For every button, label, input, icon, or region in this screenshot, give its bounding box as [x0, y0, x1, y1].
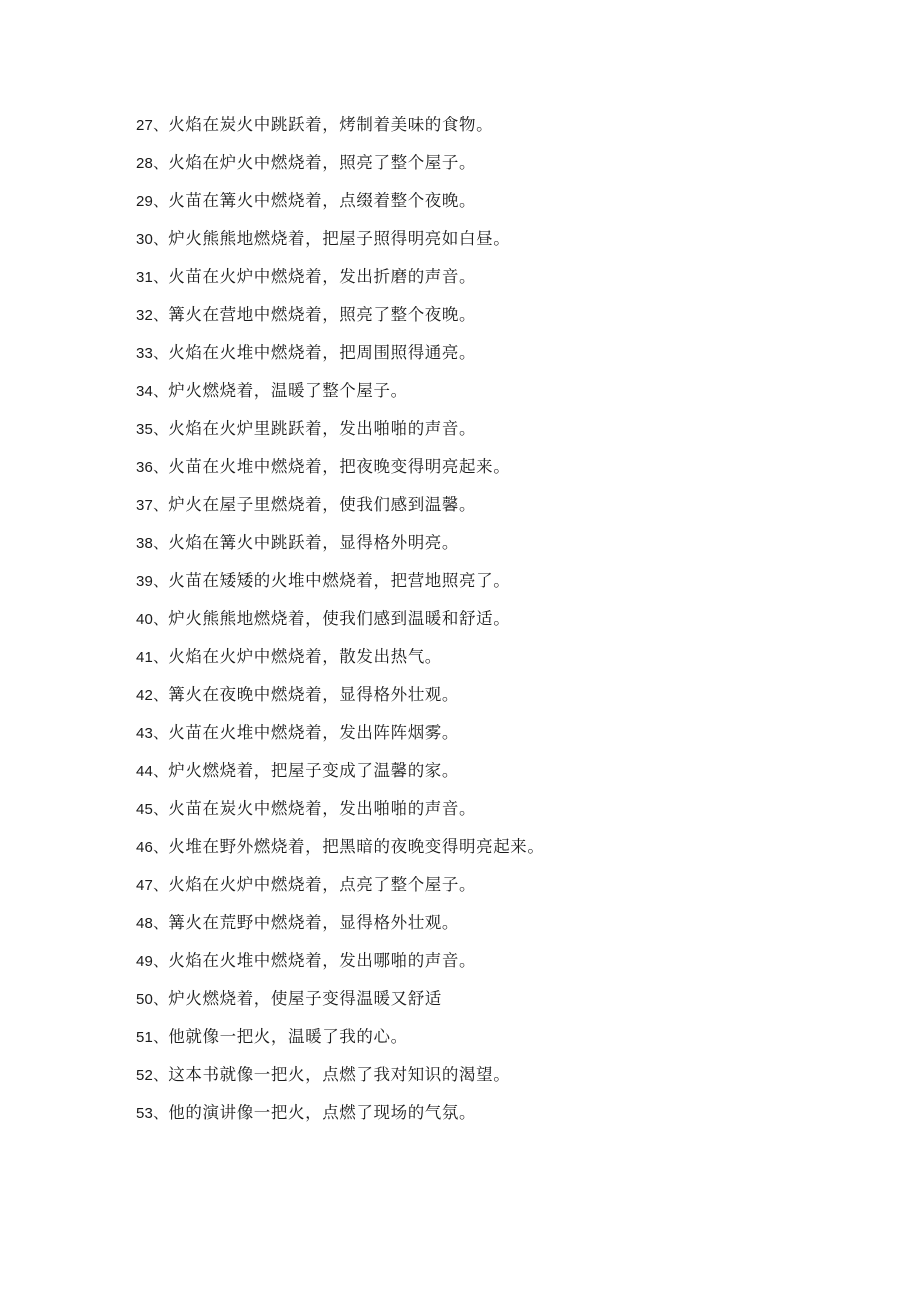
sentence-text: 炉火熊熊地燃烧着，把屋子照得明亮如白昼。: [168, 229, 511, 248]
sentence-text: 火焰在火炉里跳跃着，发出啪啪的声音。: [168, 419, 477, 438]
sentence-text: 他的演讲像一把火，点燃了现场的气氛。: [168, 1103, 477, 1122]
sentence-text: 篝火在夜晚中燃烧着，显得格外壮观。: [168, 685, 459, 704]
sentence-number: 27、: [136, 117, 169, 134]
sentence-number: 53、: [136, 1105, 169, 1122]
sentence-text: 火焰在火炉中燃烧着，散发出热气。: [168, 647, 442, 666]
sentence-item: [136, 112, 545, 150]
sentence-item: [136, 1100, 545, 1138]
sentence-text: 火焰在火堆中燃烧着，把周围照得通亮。: [168, 343, 477, 362]
sentence-number: 41、: [136, 649, 169, 666]
sentence-item: [136, 416, 545, 454]
sentence-text: 火苗在炭火中燃烧着，发出啪啪的声音。: [168, 799, 477, 818]
sentence-item: [136, 758, 545, 796]
sentence-number: 33、: [136, 345, 169, 362]
sentence-item: [136, 530, 545, 568]
sentence-text: 火苗在火炉中燃烧着，发出折磨的声音。: [168, 267, 477, 286]
sentence-number: 46、: [136, 839, 169, 856]
sentence-item: [136, 568, 545, 606]
sentence-text: 炉火燃烧着，使屋子变得温暖又舒适: [168, 989, 442, 1008]
sentence-number: 47、: [136, 877, 169, 894]
sentence-number: 39、: [136, 573, 169, 590]
sentence-text: 炉火燃烧着，温暖了整个屋子。: [168, 381, 408, 400]
sentence-text: 篝火在荒野中燃烧着，显得格外壮观。: [168, 913, 459, 932]
sentence-number: 44、: [136, 763, 169, 780]
sentence-text: 火苗在矮矮的火堆中燃烧着，把营地照亮了。: [168, 571, 511, 590]
sentence-text: 这本书就像一把火，点燃了我对知识的渴望。: [168, 1065, 511, 1084]
sentence-item: [136, 796, 545, 834]
sentence-item: [136, 226, 545, 264]
sentence-item: [136, 720, 545, 758]
sentence-number: 30、: [136, 231, 169, 248]
sentence-text: 火苗在火堆中燃烧着，发出阵阵烟雾。: [168, 723, 459, 742]
sentence-text: 火苗在篝火中燃烧着，点缀着整个夜晚。: [168, 191, 477, 210]
sentence-item: [136, 644, 545, 682]
sentence-list: [136, 112, 545, 1138]
sentence-number: 40、: [136, 611, 169, 628]
sentence-item: [136, 986, 545, 1024]
sentence-item: [136, 378, 545, 416]
sentence-number: 43、: [136, 725, 169, 742]
sentence-number: 35、: [136, 421, 169, 438]
sentence-item: [136, 1062, 545, 1100]
sentence-item: [136, 188, 545, 226]
sentence-number: 42、: [136, 687, 169, 704]
sentence-number: 51、: [136, 1029, 169, 1046]
sentence-number: 34、: [136, 383, 169, 400]
sentence-item: [136, 264, 545, 302]
sentence-item: [136, 454, 545, 492]
sentence-item: [136, 302, 545, 340]
sentence-number: 32、: [136, 307, 169, 324]
sentence-item: [136, 340, 545, 378]
sentence-number: 31、: [136, 269, 169, 286]
sentence-text: 火苗在火堆中燃烧着，把夜晚变得明亮起来。: [168, 457, 511, 476]
sentence-text: 火焰在炭火中跳跃着，烤制着美味的食物。: [168, 115, 494, 134]
sentence-number: 28、: [136, 155, 169, 172]
sentence-item: [136, 150, 545, 188]
sentence-text: 篝火在营地中燃烧着，照亮了整个夜晚。: [168, 305, 477, 324]
sentence-text: 火堆在野外燃烧着，把黑暗的夜晚变得明亮起来。: [168, 837, 545, 856]
sentence-number: 50、: [136, 991, 169, 1008]
sentence-number: 29、: [136, 193, 169, 210]
sentence-item: [136, 910, 545, 948]
sentence-number: 45、: [136, 801, 169, 818]
sentence-item: [136, 1024, 545, 1062]
sentence-number: 38、: [136, 535, 169, 552]
sentence-number: 36、: [136, 459, 169, 476]
sentence-item: [136, 948, 545, 986]
sentence-text: 火焰在篝火中跳跃着，显得格外明亮。: [168, 533, 459, 552]
sentence-item: [136, 682, 545, 720]
sentence-text: 他就像一把火，温暖了我的心。: [168, 1027, 408, 1046]
sentence-number: 37、: [136, 497, 169, 514]
sentence-text: 炉火在屋子里燃烧着，使我们感到温馨。: [168, 495, 477, 514]
sentence-number: 49、: [136, 953, 169, 970]
sentence-text: 炉火燃烧着，把屋子变成了温馨的家。: [168, 761, 459, 780]
sentence-text: 火焰在炉火中燃烧着，照亮了整个屋子。: [168, 153, 477, 172]
sentence-item: [136, 606, 545, 644]
sentence-number: 48、: [136, 915, 169, 932]
sentence-number: 52、: [136, 1067, 169, 1084]
sentence-text: 炉火熊熊地燃烧着，使我们感到温暖和舒适。: [168, 609, 511, 628]
sentence-text: 火焰在火堆中燃烧着，发出哪啪的声音。: [168, 951, 477, 970]
sentence-item: [136, 872, 545, 910]
sentence-item: [136, 834, 545, 872]
sentence-item: [136, 492, 545, 530]
sentence-text: 火焰在火炉中燃烧着，点亮了整个屋子。: [168, 875, 477, 894]
